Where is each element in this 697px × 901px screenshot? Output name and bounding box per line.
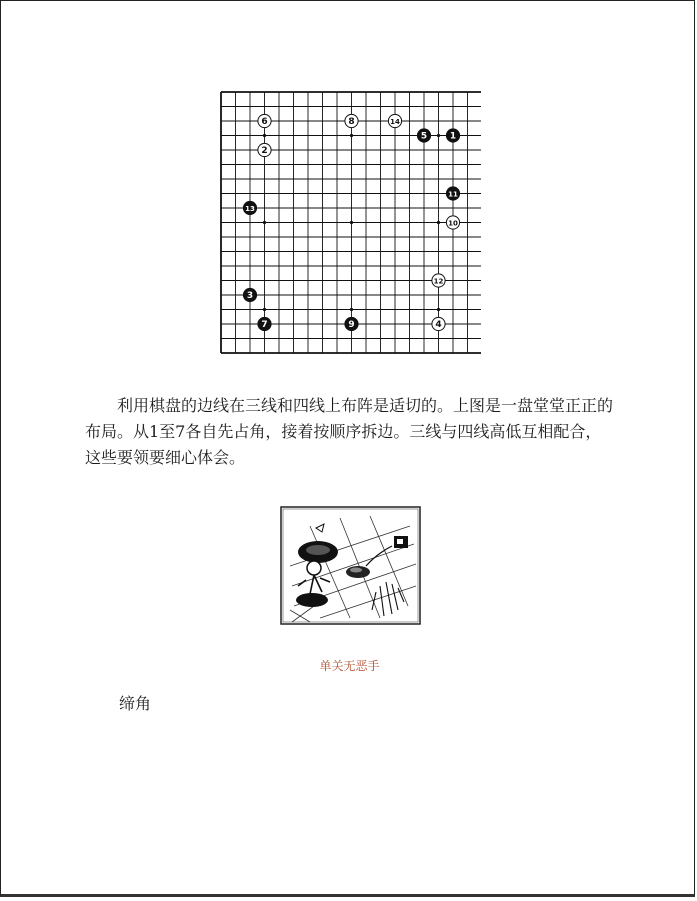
figure-caption: 单关无恶手: [319, 659, 380, 673]
stone-number: 10: [448, 219, 458, 228]
stone-number: 4: [435, 320, 442, 331]
stone-number: 11: [448, 190, 458, 199]
stone-number: 3: [246, 291, 254, 302]
stone-2: [258, 143, 271, 156]
section-heading: 缔角: [119, 694, 152, 713]
stone-number: 5: [420, 131, 428, 142]
stone-number: 7: [261, 320, 268, 331]
star-point: [350, 221, 353, 224]
stone-3: [243, 288, 256, 301]
stone-10: [446, 216, 459, 229]
star-point: [350, 134, 353, 137]
stone-number: 1: [449, 131, 457, 142]
star-point: [263, 308, 266, 311]
stone-1: [446, 129, 459, 142]
star-point: [437, 134, 440, 137]
stone-8: [345, 114, 358, 127]
stone-9: [345, 317, 358, 330]
stone-number: 12: [433, 277, 444, 286]
stone-14: [388, 114, 401, 127]
stone-13: [243, 201, 256, 214]
stone-number: 8: [348, 117, 355, 128]
cartoon-illustration: [280, 506, 421, 625]
stone-number: 13: [245, 205, 255, 214]
star-point: [437, 221, 440, 224]
stone-number: 14: [390, 118, 400, 127]
stone-11: [446, 187, 459, 200]
stone-5: [417, 129, 430, 142]
star-point: [350, 308, 353, 311]
stone-4: [432, 317, 445, 330]
star-point: [263, 134, 266, 137]
stone-number: 2: [261, 146, 268, 157]
stone-number: 9: [348, 320, 355, 331]
stone-6: [258, 114, 271, 127]
body-paragraph: 利用棋盘的边线在三线和四线上布阵是适切的。上图是一盘堂堂正正的布局。从1至7各自先占角，接着按顺序拆边。三线与四线高低互相配合，这些要领要细心体会。: [85, 396, 614, 467]
stone-number: 6: [261, 117, 268, 128]
stone-12: [432, 274, 445, 287]
go-board-figure: [219, 90, 481, 355]
star-point: [263, 221, 266, 224]
star-point: [437, 308, 440, 311]
stone-7: [258, 317, 271, 330]
